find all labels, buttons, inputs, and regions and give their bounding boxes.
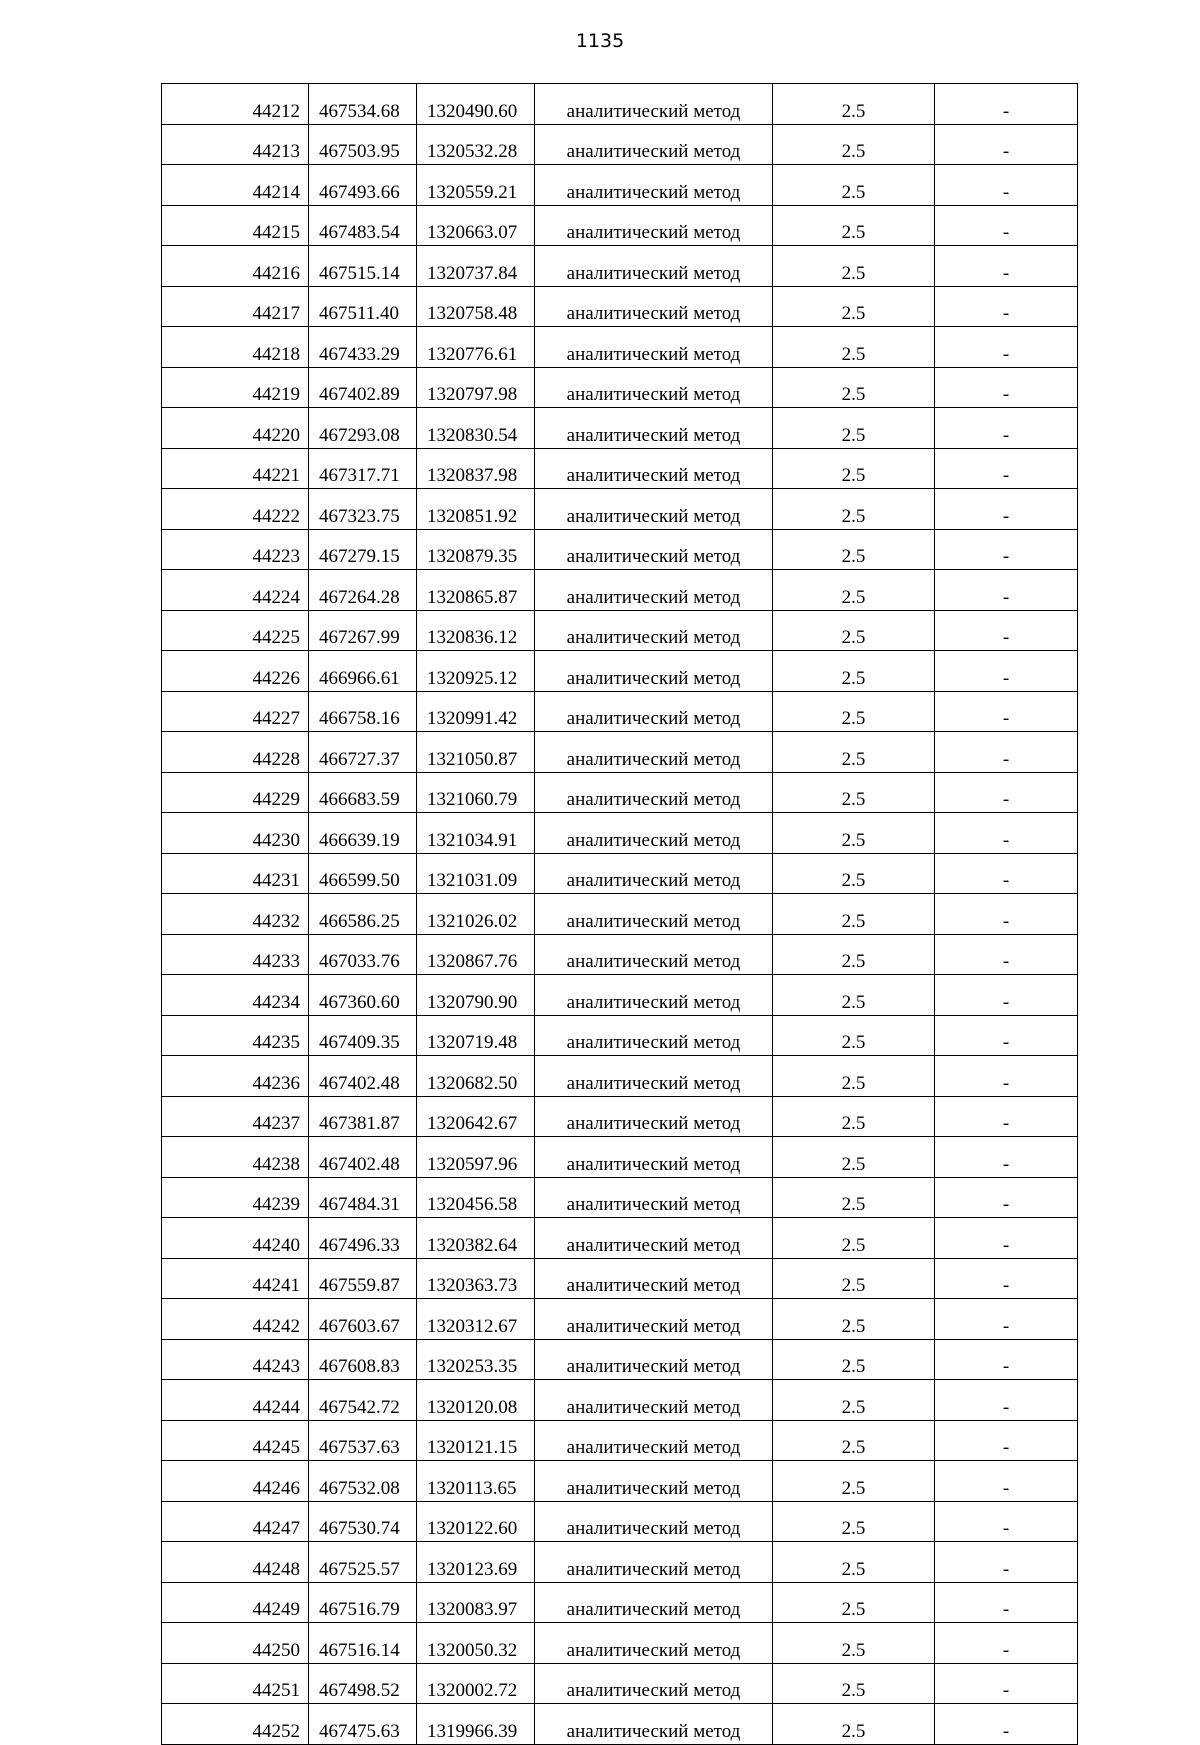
point-number-cell: 44218	[162, 327, 309, 368]
note-cell: -	[935, 1096, 1078, 1137]
table-row	[162, 610, 1078, 651]
point-number-cell: 44248	[162, 1542, 309, 1583]
note-cell: -	[935, 529, 1078, 570]
y-coordinate-cell: 1320867.76	[417, 934, 535, 975]
note-cell: -	[935, 327, 1078, 368]
note-cell: -	[935, 732, 1078, 773]
accuracy-cell: 2.5	[773, 529, 935, 570]
accuracy-cell: 2.5	[773, 813, 935, 854]
y-coordinate-cell: 1320865.87	[417, 570, 535, 611]
table-row	[162, 894, 1078, 935]
accuracy-cell: 2.5	[773, 327, 935, 368]
note-cell: -	[935, 1299, 1078, 1340]
table-row	[162, 1258, 1078, 1299]
method-cell: аналитический метод	[535, 1582, 773, 1623]
table-row	[162, 732, 1078, 773]
method-cell: аналитический метод	[535, 610, 773, 651]
y-coordinate-cell: 1320532.28	[417, 124, 535, 165]
method-cell: аналитический метод	[535, 529, 773, 570]
point-number-cell: 44238	[162, 1137, 309, 1178]
accuracy-cell: 2.5	[773, 1096, 935, 1137]
accuracy-cell: 2.5	[773, 286, 935, 327]
table-row	[162, 934, 1078, 975]
note-cell: -	[935, 489, 1078, 530]
point-number-cell: 44247	[162, 1501, 309, 1542]
accuracy-cell: 2.5	[773, 1542, 935, 1583]
note-cell: -	[935, 691, 1078, 732]
method-cell: аналитический метод	[535, 1015, 773, 1056]
x-coordinate-cell: 467409.35	[309, 1015, 417, 1056]
y-coordinate-cell: 1320382.64	[417, 1218, 535, 1259]
y-coordinate-cell: 1320797.98	[417, 367, 535, 408]
method-cell: аналитический метод	[535, 1461, 773, 1502]
note-cell: -	[935, 894, 1078, 935]
table-row	[162, 205, 1078, 246]
point-number-cell: 44226	[162, 651, 309, 692]
method-cell: аналитический метод	[535, 1177, 773, 1218]
x-coordinate-cell: 467537.63	[309, 1420, 417, 1461]
y-coordinate-cell: 1321060.79	[417, 772, 535, 813]
table-row	[162, 1015, 1078, 1056]
note-cell: -	[935, 934, 1078, 975]
table-row	[162, 1380, 1078, 1421]
y-coordinate-cell: 1320113.65	[417, 1461, 535, 1502]
accuracy-cell: 2.5	[773, 894, 935, 935]
note-cell: -	[935, 772, 1078, 813]
accuracy-cell: 2.5	[773, 1582, 935, 1623]
table-row	[162, 1461, 1078, 1502]
table-row	[162, 1663, 1078, 1704]
point-number-cell: 44230	[162, 813, 309, 854]
table-row	[162, 84, 1078, 125]
accuracy-cell: 2.5	[773, 610, 935, 651]
y-coordinate-cell: 1320836.12	[417, 610, 535, 651]
point-number-cell: 44228	[162, 732, 309, 773]
x-coordinate-cell: 467033.76	[309, 934, 417, 975]
point-number-cell: 44237	[162, 1096, 309, 1137]
point-number-cell: 44225	[162, 610, 309, 651]
point-number-cell: 44243	[162, 1339, 309, 1380]
point-number-cell: 44217	[162, 286, 309, 327]
x-coordinate-cell: 467530.74	[309, 1501, 417, 1542]
table-row	[162, 651, 1078, 692]
accuracy-cell: 2.5	[773, 1420, 935, 1461]
accuracy-cell: 2.5	[773, 246, 935, 287]
y-coordinate-cell: 1320120.08	[417, 1380, 535, 1421]
method-cell: аналитический метод	[535, 165, 773, 206]
accuracy-cell: 2.5	[773, 651, 935, 692]
x-coordinate-cell: 467515.14	[309, 246, 417, 287]
y-coordinate-cell: 1320050.32	[417, 1623, 535, 1664]
point-number-cell: 44250	[162, 1623, 309, 1664]
y-coordinate-cell: 1320925.12	[417, 651, 535, 692]
y-coordinate-cell: 1320663.07	[417, 205, 535, 246]
point-number-cell: 44245	[162, 1420, 309, 1461]
y-coordinate-cell: 1320851.92	[417, 489, 535, 530]
method-cell: аналитический метод	[535, 246, 773, 287]
accuracy-cell: 2.5	[773, 165, 935, 206]
table-row	[162, 813, 1078, 854]
method-cell: аналитический метод	[535, 813, 773, 854]
y-coordinate-cell: 1320758.48	[417, 286, 535, 327]
method-cell: аналитический метод	[535, 691, 773, 732]
note-cell: -	[935, 610, 1078, 651]
x-coordinate-cell: 466683.59	[309, 772, 417, 813]
table-row	[162, 691, 1078, 732]
x-coordinate-cell: 466599.50	[309, 853, 417, 894]
note-cell: -	[935, 408, 1078, 449]
point-number-cell: 44219	[162, 367, 309, 408]
point-number-cell: 44240	[162, 1218, 309, 1259]
accuracy-cell: 2.5	[773, 1501, 935, 1542]
table-row	[162, 1056, 1078, 1097]
method-cell: аналитический метод	[535, 1380, 773, 1421]
note-cell: -	[935, 1420, 1078, 1461]
accuracy-cell: 2.5	[773, 408, 935, 449]
accuracy-cell: 2.5	[773, 84, 935, 125]
point-number-cell: 44223	[162, 529, 309, 570]
point-number-cell: 44224	[162, 570, 309, 611]
x-coordinate-cell: 467498.52	[309, 1663, 417, 1704]
method-cell: аналитический метод	[535, 1623, 773, 1664]
coordinates-table-container	[161, 83, 1078, 1745]
x-coordinate-cell: 466586.25	[309, 894, 417, 935]
note-cell: -	[935, 1258, 1078, 1299]
coordinates-table-body	[162, 84, 1078, 1745]
table-row	[162, 975, 1078, 1016]
y-coordinate-cell: 1320597.96	[417, 1137, 535, 1178]
method-cell: аналитический метод	[535, 205, 773, 246]
point-number-cell: 44221	[162, 448, 309, 489]
x-coordinate-cell: 467608.83	[309, 1339, 417, 1380]
table-row	[162, 1299, 1078, 1340]
point-number-cell: 44252	[162, 1704, 309, 1745]
x-coordinate-cell: 467475.63	[309, 1704, 417, 1745]
method-cell: аналитический метод	[535, 489, 773, 530]
x-coordinate-cell: 467516.14	[309, 1623, 417, 1664]
note-cell: -	[935, 1056, 1078, 1097]
accuracy-cell: 2.5	[773, 1056, 935, 1097]
point-number-cell: 44234	[162, 975, 309, 1016]
note-cell: -	[935, 1623, 1078, 1664]
y-coordinate-cell: 1320776.61	[417, 327, 535, 368]
point-number-cell: 44239	[162, 1177, 309, 1218]
x-coordinate-cell: 467402.48	[309, 1137, 417, 1178]
y-coordinate-cell: 1320121.15	[417, 1420, 535, 1461]
point-number-cell: 44220	[162, 408, 309, 449]
y-coordinate-cell: 1320002.72	[417, 1663, 535, 1704]
table-row	[162, 1704, 1078, 1745]
note-cell: -	[935, 1582, 1078, 1623]
table-row	[162, 853, 1078, 894]
note-cell: -	[935, 813, 1078, 854]
point-number-cell: 44233	[162, 934, 309, 975]
y-coordinate-cell: 1320253.35	[417, 1339, 535, 1380]
table-row	[162, 1339, 1078, 1380]
method-cell: аналитический метод	[535, 975, 773, 1016]
method-cell: аналитический метод	[535, 448, 773, 489]
x-coordinate-cell: 467496.33	[309, 1218, 417, 1259]
note-cell: -	[935, 367, 1078, 408]
y-coordinate-cell: 1320456.58	[417, 1177, 535, 1218]
method-cell: аналитический метод	[535, 934, 773, 975]
y-coordinate-cell: 1320083.97	[417, 1582, 535, 1623]
accuracy-cell: 2.5	[773, 1339, 935, 1380]
table-row	[162, 529, 1078, 570]
x-coordinate-cell: 467433.29	[309, 327, 417, 368]
table-row	[162, 1218, 1078, 1259]
note-cell: -	[935, 1218, 1078, 1259]
x-coordinate-cell: 467264.28	[309, 570, 417, 611]
x-coordinate-cell: 467402.89	[309, 367, 417, 408]
method-cell: аналитический метод	[535, 1420, 773, 1461]
page-number: 1135	[575, 30, 625, 52]
point-number-cell: 44249	[162, 1582, 309, 1623]
x-coordinate-cell: 467279.15	[309, 529, 417, 570]
note-cell: -	[935, 1663, 1078, 1704]
x-coordinate-cell: 467542.72	[309, 1380, 417, 1421]
note-cell: -	[935, 1339, 1078, 1380]
accuracy-cell: 2.5	[773, 1137, 935, 1178]
method-cell: аналитический метод	[535, 1137, 773, 1178]
x-coordinate-cell: 467511.40	[309, 286, 417, 327]
point-number-cell: 44244	[162, 1380, 309, 1421]
point-number-cell: 44212	[162, 84, 309, 125]
point-number-cell: 44216	[162, 246, 309, 287]
point-number-cell: 44231	[162, 853, 309, 894]
accuracy-cell: 2.5	[773, 448, 935, 489]
point-number-cell: 44232	[162, 894, 309, 935]
accuracy-cell: 2.5	[773, 1015, 935, 1056]
table-row	[162, 570, 1078, 611]
accuracy-cell: 2.5	[773, 691, 935, 732]
table-row	[162, 1137, 1078, 1178]
x-coordinate-cell: 467603.67	[309, 1299, 417, 1340]
accuracy-cell: 2.5	[773, 1218, 935, 1259]
note-cell: -	[935, 1177, 1078, 1218]
method-cell: аналитический метод	[535, 732, 773, 773]
table-row	[162, 327, 1078, 368]
accuracy-cell: 2.5	[773, 1258, 935, 1299]
point-number-cell: 44222	[162, 489, 309, 530]
x-coordinate-cell: 467559.87	[309, 1258, 417, 1299]
method-cell: аналитический метод	[535, 772, 773, 813]
y-coordinate-cell: 1321031.09	[417, 853, 535, 894]
table-row	[162, 1420, 1078, 1461]
y-coordinate-cell: 1319966.39	[417, 1704, 535, 1745]
method-cell: аналитический метод	[535, 408, 773, 449]
table-row	[162, 772, 1078, 813]
note-cell: -	[935, 165, 1078, 206]
point-number-cell: 44213	[162, 124, 309, 165]
table-row	[162, 1501, 1078, 1542]
accuracy-cell: 2.5	[773, 124, 935, 165]
note-cell: -	[935, 1501, 1078, 1542]
table-row	[162, 165, 1078, 206]
point-number-cell: 44246	[162, 1461, 309, 1502]
accuracy-cell: 2.5	[773, 489, 935, 530]
x-coordinate-cell: 466758.16	[309, 691, 417, 732]
table-row	[162, 1096, 1078, 1137]
note-cell: -	[935, 1380, 1078, 1421]
table-row	[162, 489, 1078, 530]
accuracy-cell: 2.5	[773, 1299, 935, 1340]
method-cell: аналитический метод	[535, 1663, 773, 1704]
method-cell: аналитический метод	[535, 1218, 773, 1259]
table-row	[162, 124, 1078, 165]
y-coordinate-cell: 1320719.48	[417, 1015, 535, 1056]
x-coordinate-cell: 467381.87	[309, 1096, 417, 1137]
y-coordinate-cell: 1320123.69	[417, 1542, 535, 1583]
note-cell: -	[935, 1704, 1078, 1745]
note-cell: -	[935, 124, 1078, 165]
note-cell: -	[935, 1542, 1078, 1583]
point-number-cell: 44214	[162, 165, 309, 206]
y-coordinate-cell: 1320122.60	[417, 1501, 535, 1542]
accuracy-cell: 2.5	[773, 1177, 935, 1218]
method-cell: аналитический метод	[535, 1501, 773, 1542]
x-coordinate-cell: 467402.48	[309, 1056, 417, 1097]
table-row	[162, 246, 1078, 287]
x-coordinate-cell: 467323.75	[309, 489, 417, 530]
method-cell: аналитический метод	[535, 84, 773, 125]
table-row	[162, 1177, 1078, 1218]
x-coordinate-cell: 467360.60	[309, 975, 417, 1016]
method-cell: аналитический метод	[535, 1542, 773, 1583]
x-coordinate-cell: 467493.66	[309, 165, 417, 206]
accuracy-cell: 2.5	[773, 1704, 935, 1745]
note-cell: -	[935, 246, 1078, 287]
accuracy-cell: 2.5	[773, 205, 935, 246]
y-coordinate-cell: 1320559.21	[417, 165, 535, 206]
x-coordinate-cell: 466727.37	[309, 732, 417, 773]
x-coordinate-cell: 467516.79	[309, 1582, 417, 1623]
y-coordinate-cell: 1320991.42	[417, 691, 535, 732]
method-cell: аналитический метод	[535, 1096, 773, 1137]
note-cell: -	[935, 84, 1078, 125]
y-coordinate-cell: 1320363.73	[417, 1258, 535, 1299]
accuracy-cell: 2.5	[773, 1380, 935, 1421]
x-coordinate-cell: 467532.08	[309, 1461, 417, 1502]
accuracy-cell: 2.5	[773, 1461, 935, 1502]
y-coordinate-cell: 1321034.91	[417, 813, 535, 854]
x-coordinate-cell: 466966.61	[309, 651, 417, 692]
method-cell: аналитический метод	[535, 894, 773, 935]
y-coordinate-cell: 1320879.35	[417, 529, 535, 570]
coordinates-table	[161, 83, 1078, 1745]
note-cell: -	[935, 853, 1078, 894]
note-cell: -	[935, 286, 1078, 327]
x-coordinate-cell: 467534.68	[309, 84, 417, 125]
accuracy-cell: 2.5	[773, 570, 935, 611]
table-row	[162, 286, 1078, 327]
x-coordinate-cell: 467267.99	[309, 610, 417, 651]
method-cell: аналитический метод	[535, 1704, 773, 1745]
y-coordinate-cell: 1321050.87	[417, 732, 535, 773]
method-cell: аналитический метод	[535, 853, 773, 894]
y-coordinate-cell: 1321026.02	[417, 894, 535, 935]
note-cell: -	[935, 651, 1078, 692]
accuracy-cell: 2.5	[773, 732, 935, 773]
x-coordinate-cell: 466639.19	[309, 813, 417, 854]
note-cell: -	[935, 1015, 1078, 1056]
note-cell: -	[935, 975, 1078, 1016]
method-cell: аналитический метод	[535, 1339, 773, 1380]
note-cell: -	[935, 570, 1078, 611]
point-number-cell: 44215	[162, 205, 309, 246]
y-coordinate-cell: 1320682.50	[417, 1056, 535, 1097]
table-row	[162, 367, 1078, 408]
x-coordinate-cell: 467484.31	[309, 1177, 417, 1218]
note-cell: -	[935, 1137, 1078, 1178]
x-coordinate-cell: 467525.57	[309, 1542, 417, 1583]
note-cell: -	[935, 1461, 1078, 1502]
method-cell: аналитический метод	[535, 651, 773, 692]
method-cell: аналитический метод	[535, 367, 773, 408]
table-row	[162, 408, 1078, 449]
accuracy-cell: 2.5	[773, 975, 935, 1016]
accuracy-cell: 2.5	[773, 934, 935, 975]
accuracy-cell: 2.5	[773, 1663, 935, 1704]
method-cell: аналитический метод	[535, 124, 773, 165]
point-number-cell: 44229	[162, 772, 309, 813]
y-coordinate-cell: 1320837.98	[417, 448, 535, 489]
table-row	[162, 1582, 1078, 1623]
table-row	[162, 1623, 1078, 1664]
table-row	[162, 448, 1078, 489]
point-number-cell: 44227	[162, 691, 309, 732]
method-cell: аналитический метод	[535, 286, 773, 327]
note-cell: -	[935, 448, 1078, 489]
point-number-cell: 44251	[162, 1663, 309, 1704]
accuracy-cell: 2.5	[773, 772, 935, 813]
y-coordinate-cell: 1320642.67	[417, 1096, 535, 1137]
method-cell: аналитический метод	[535, 1299, 773, 1340]
method-cell: аналитический метод	[535, 1258, 773, 1299]
accuracy-cell: 2.5	[773, 367, 935, 408]
point-number-cell: 44242	[162, 1299, 309, 1340]
y-coordinate-cell: 1320312.67	[417, 1299, 535, 1340]
y-coordinate-cell: 1320490.60	[417, 84, 535, 125]
y-coordinate-cell: 1320830.54	[417, 408, 535, 449]
point-number-cell: 44241	[162, 1258, 309, 1299]
y-coordinate-cell: 1320737.84	[417, 246, 535, 287]
x-coordinate-cell: 467483.54	[309, 205, 417, 246]
point-number-cell: 44235	[162, 1015, 309, 1056]
accuracy-cell: 2.5	[773, 1623, 935, 1664]
x-coordinate-cell: 467317.71	[309, 448, 417, 489]
point-number-cell: 44236	[162, 1056, 309, 1097]
accuracy-cell: 2.5	[773, 853, 935, 894]
note-cell: -	[935, 205, 1078, 246]
x-coordinate-cell: 467503.95	[309, 124, 417, 165]
y-coordinate-cell: 1320790.90	[417, 975, 535, 1016]
x-coordinate-cell: 467293.08	[309, 408, 417, 449]
method-cell: аналитический метод	[535, 1056, 773, 1097]
method-cell: аналитический метод	[535, 570, 773, 611]
table-row	[162, 1542, 1078, 1583]
method-cell: аналитический метод	[535, 327, 773, 368]
